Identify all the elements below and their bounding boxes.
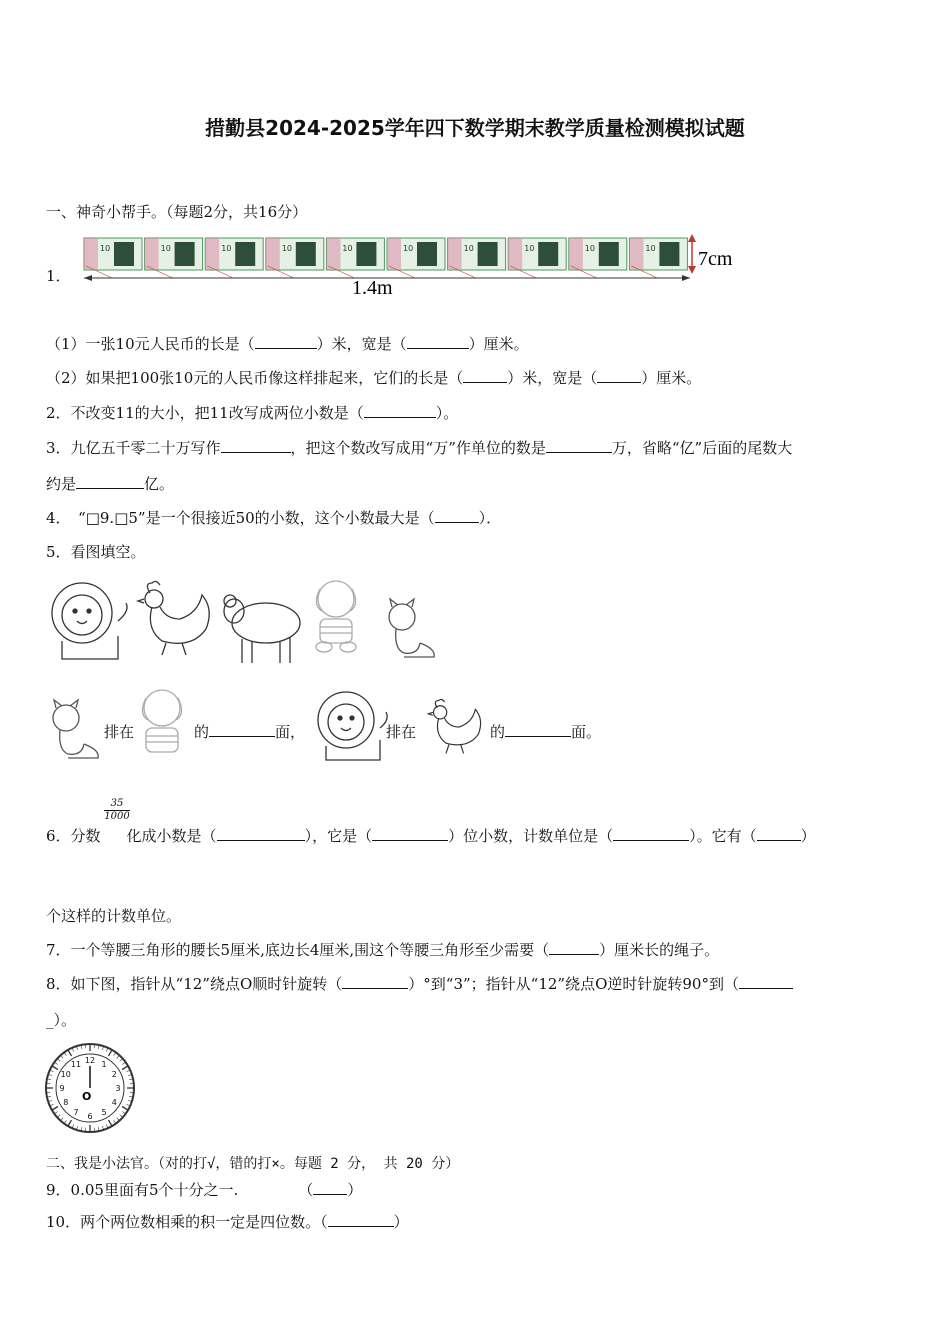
q6-fraction	[104, 798, 130, 823]
q6-line2: 个这样的计数单位。	[46, 907, 182, 925]
clock-tick	[52, 1107, 58, 1111]
q8-blank-a[interactable]	[342, 974, 408, 989]
q9-blank[interactable]	[313, 1180, 347, 1195]
q9-paren-open: （	[298, 1181, 314, 1199]
length-label: 1.4m	[352, 277, 393, 299]
q9-paren-close: ）	[347, 1181, 363, 1199]
clock-diagram	[44, 1042, 136, 1134]
clock-tick	[122, 1107, 128, 1111]
q6-blank-c[interactable]	[613, 826, 689, 841]
q1-part2	[46, 368, 701, 388]
page-title: 措勤县2024-2025学年四下数学期末教学质量检测模拟试题	[205, 116, 745, 140]
q1-part1-blank-b[interactable]	[407, 334, 469, 349]
clock-number: 1	[101, 1059, 107, 1069]
banknote-icon	[326, 238, 384, 278]
q4-text-a: 4． “□9.□5”是一个很接近50的小数，这个小数最大是（	[46, 509, 435, 527]
q8-text-b: ）°到“3”；指针从“12”绕点O逆时针旋转90°到（	[408, 975, 739, 993]
section2-header: 二、我是小法官。（对的打√，错的打×。每题 2 分， 共 20 分）	[46, 1156, 460, 1172]
q8-line2: _）。	[46, 1011, 77, 1029]
q6-part4: ）。它有（	[689, 827, 757, 845]
svg-text:10: 10	[281, 244, 292, 253]
q1-part1-text-c: ）厘米。	[468, 335, 529, 353]
clock-number: 10	[60, 1070, 71, 1079]
banknote-icon	[205, 238, 263, 278]
q1-number: 1．	[46, 267, 71, 285]
banknote-icon	[266, 238, 324, 278]
svg-text:10: 10	[403, 244, 414, 253]
banknote-icon	[629, 238, 687, 278]
clock-tick	[117, 1118, 120, 1121]
clock-tick	[57, 1059, 60, 1062]
q8-text-a: 8．如下图，指针从“12”绕点O顺时针旋转（	[46, 975, 343, 993]
q5-fill-text3: 面，	[275, 723, 306, 741]
q8-line1	[46, 974, 793, 994]
length-arrow-left	[84, 275, 92, 281]
svg-text:10: 10	[342, 244, 353, 253]
q3-text-e: 亿。	[144, 475, 175, 493]
clock-tick	[114, 1052, 116, 1055]
banknote-icon	[448, 238, 506, 278]
q1-part1	[46, 334, 529, 354]
svg-text:10: 10	[221, 244, 232, 253]
q6-blank-d[interactable]	[757, 826, 801, 841]
q3-line1	[46, 438, 792, 458]
clock-number: 8	[63, 1098, 69, 1107]
fill-lion-icon	[312, 690, 392, 762]
q5-fill-text1: 排在	[104, 723, 135, 741]
clock-tick	[54, 1112, 57, 1114]
q5-fill-text4: 排在	[386, 723, 417, 741]
q3-blank-a[interactable]	[221, 438, 291, 453]
length-arrow-right	[682, 275, 690, 281]
svg-text:10: 10	[160, 244, 171, 253]
q6-line1	[46, 826, 816, 846]
q6-blank-b[interactable]	[372, 826, 448, 841]
q3-text-a: 3．九亿五千零二十万写作	[46, 439, 221, 457]
banknote-icon	[387, 238, 445, 278]
q2-text-a: 2．不改变11的大小，把11改写成两位小数是（	[46, 404, 364, 422]
sheep-icon	[224, 595, 300, 663]
clock-tick	[54, 1062, 57, 1064]
height-label: 7cm	[698, 248, 733, 270]
clock-center-label: O	[82, 1090, 92, 1103]
q6-fraction-numerator: 35	[104, 798, 130, 811]
q5-fill-line2	[490, 722, 601, 742]
svg-text:10: 10	[463, 244, 474, 253]
q2-text-b: ）。	[435, 404, 459, 422]
q9-text-a: 9．0.05里面有5个十分之一.	[46, 1181, 239, 1199]
q3-text-d: 约是	[46, 475, 77, 493]
q1-part2-text-b: ）米，宽是（	[507, 369, 598, 387]
svg-text:10: 10	[100, 244, 111, 253]
clock-number: 3	[115, 1084, 121, 1093]
clock-tick	[122, 1062, 125, 1064]
banknote-icon	[508, 238, 566, 278]
dog-icon	[316, 581, 356, 652]
height-arrow-up	[688, 234, 696, 242]
q1-part2-blank-a[interactable]	[463, 368, 507, 383]
q6-part2: ），它是（	[304, 827, 373, 845]
q5-fill-blank-b[interactable]	[505, 722, 571, 737]
q7-blank[interactable]	[549, 940, 599, 955]
q5-fill-line1	[194, 722, 305, 742]
clock-tick	[64, 1052, 66, 1055]
clock-number: 9	[59, 1084, 65, 1093]
q1-part1-blank-a[interactable]	[255, 334, 317, 349]
lion-icon	[52, 583, 127, 659]
rooster-icon	[138, 581, 209, 655]
q7-text-a: 7．一个等腰三角形的腰长5厘米,底边长4厘米,围这个等腰三角形至少需要（	[46, 941, 550, 959]
q1-part2-text-c: ）厘米。	[641, 369, 702, 387]
clock-tick	[52, 1066, 58, 1070]
q10-blank[interactable]	[328, 1212, 394, 1227]
q7	[46, 940, 719, 960]
banknote-diagram	[80, 230, 760, 300]
q10	[46, 1212, 409, 1232]
banknote-row	[84, 238, 687, 278]
q5-fill-blank-a[interactable]	[209, 722, 275, 737]
q10-text-a: 10．两个两位数相乘的积一定是四位数。（	[46, 1213, 328, 1231]
q5-fill-text2: 的	[194, 723, 210, 741]
clock-number: 11	[70, 1059, 82, 1069]
clock-tick	[122, 1112, 125, 1114]
q5: 5．看图填空。	[46, 543, 146, 561]
clock-tick	[57, 1115, 60, 1118]
q6-part5: ）	[800, 827, 816, 845]
clock-number: 5	[101, 1108, 107, 1118]
q6-blank-a[interactable]	[217, 826, 305, 841]
q9	[46, 1180, 362, 1200]
clock-numbers	[59, 1056, 120, 1121]
animal-row	[44, 575, 444, 665]
fill-cat-icon	[48, 700, 98, 764]
q4-blank[interactable]	[435, 508, 479, 523]
q1-part2-text-a: （2）如果把100张10元的人民币像这样排起来，它们的长是（	[46, 369, 464, 387]
q2-blank[interactable]	[364, 403, 436, 418]
clock-number: 7	[73, 1108, 79, 1118]
clock-tick	[61, 1055, 64, 1058]
q6-prefix: 6．分数	[46, 827, 101, 845]
clock-number: 2	[111, 1070, 117, 1079]
clock-tick	[122, 1066, 128, 1070]
svg-text:10: 10	[524, 244, 535, 253]
clock-number: 4	[111, 1098, 117, 1107]
q4-text-b: ）．	[478, 509, 502, 527]
clock-tick	[109, 1120, 113, 1126]
q6-part1: 化成小数是（	[126, 827, 217, 845]
q3-text-b: ，把这个数改写成用“万”作单位的数是	[290, 439, 546, 457]
cat-icon	[389, 599, 434, 657]
q10-text-b: ）	[393, 1213, 409, 1231]
clock-tick	[109, 1050, 113, 1056]
clock-number: 6	[87, 1112, 93, 1121]
q3-text-c: 万，省略“亿”后面的尾数大	[611, 439, 793, 457]
clock-tick	[120, 1059, 123, 1062]
banknote-icon	[84, 238, 142, 278]
q7-text-b: ）厘米长的绳子。	[599, 941, 720, 959]
svg-text:10: 10	[584, 244, 595, 253]
q3-line2	[46, 474, 174, 494]
fill-rooster-icon	[424, 694, 490, 760]
clock-number: 12	[84, 1056, 96, 1065]
q1-part1-text-a: （1）一张10元人民币的长是（	[46, 335, 255, 353]
q3-blank-c[interactable]	[76, 474, 144, 489]
q2	[46, 403, 458, 423]
q5-fill-text5: 的	[490, 723, 506, 741]
q1-part1-text-b: ）米，宽是（	[316, 335, 407, 353]
q8-blank-b[interactable]	[739, 974, 793, 989]
q6-fraction-denominator: 1000	[104, 811, 130, 822]
q5-fill-text6: 面。	[571, 723, 602, 741]
height-arrow-down	[688, 266, 696, 274]
fill-dog-icon	[138, 684, 188, 764]
clock-tick	[68, 1050, 72, 1056]
banknote-icon	[145, 238, 203, 278]
clock-tick	[64, 1120, 66, 1123]
clock-tick	[114, 1120, 116, 1123]
section1-header: 一、神奇小帮手。（每题2分，共16分）	[46, 203, 308, 221]
q4	[46, 508, 501, 528]
clock-tick	[120, 1115, 123, 1118]
banknote-icon	[569, 238, 627, 278]
clock-tick	[68, 1120, 72, 1126]
clock-tick	[117, 1055, 120, 1058]
q3-blank-b[interactable]	[546, 438, 612, 453]
svg-text:10: 10	[645, 244, 656, 253]
clock-tick	[61, 1118, 64, 1121]
q1-part2-blank-b[interactable]	[597, 368, 641, 383]
q6-part3: ）位小数，计数单位是（	[448, 827, 614, 845]
